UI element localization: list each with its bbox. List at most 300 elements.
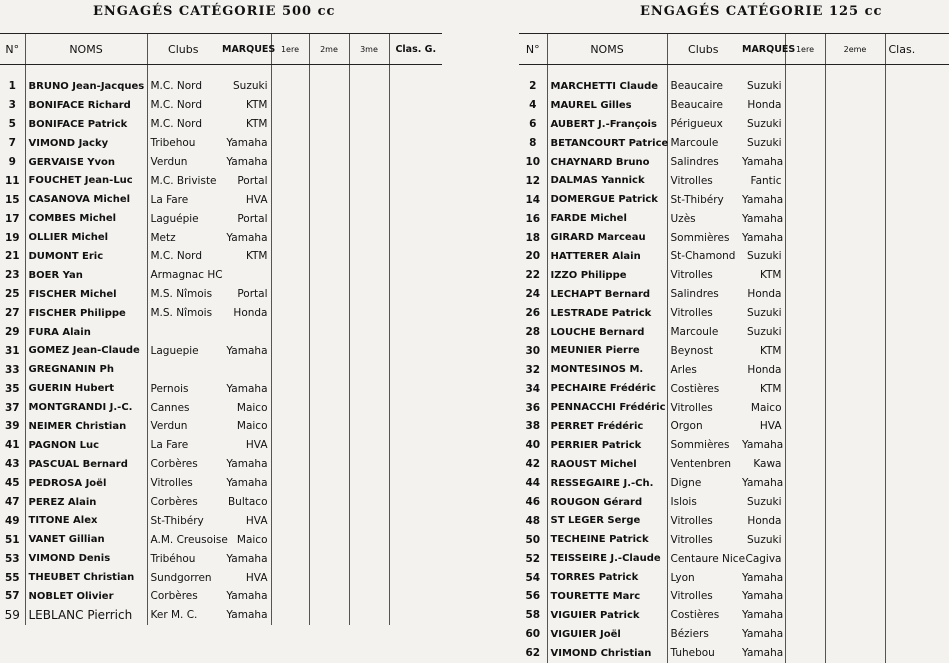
- brand-name: Kawa: [753, 458, 782, 471]
- result-cell: [271, 398, 309, 417]
- result-cell: [389, 171, 442, 190]
- result-cell: [309, 285, 349, 304]
- rider-name: MAUREL Gilles: [547, 96, 667, 115]
- result-cell: [271, 171, 309, 190]
- result-cell: [885, 511, 949, 530]
- table-row: [519, 644, 949, 663]
- entry-number: 59: [4, 608, 20, 623]
- brand-name: HVA: [245, 571, 268, 584]
- result-cell: [349, 379, 389, 398]
- club-name: La Fare: [147, 190, 219, 209]
- entry-number: 25: [4, 288, 20, 301]
- brand-name: Suzuki: [747, 250, 782, 263]
- result-cell: [785, 474, 825, 493]
- club-name: Laguépie: [147, 209, 219, 228]
- rider-name: DUMONT Eric: [25, 247, 147, 266]
- club-name: Vitrolles: [147, 474, 219, 493]
- result-cell: [389, 568, 442, 587]
- entry-number: 51: [4, 533, 20, 546]
- result-cell: [309, 493, 349, 512]
- brand-name: Honda: [747, 99, 782, 112]
- title-500cc: ENGAGÉS CATÉGORIE 500 cc: [93, 4, 336, 19]
- result-cell: [825, 398, 885, 417]
- entry-number: 43: [4, 458, 20, 471]
- result-cell: [825, 247, 885, 266]
- table-row: [519, 153, 949, 172]
- entry-number: 52: [525, 552, 541, 565]
- result-cell: [349, 323, 389, 342]
- brand-name: Suzuki: [233, 80, 268, 93]
- table-row: [519, 171, 949, 190]
- entry-number: 39: [4, 420, 20, 433]
- result-cell: [309, 209, 349, 228]
- result-cell: [349, 398, 389, 417]
- result-cell: [309, 474, 349, 493]
- rider-name: VIMOND Christian: [547, 644, 667, 663]
- brand-name: Yamaha: [226, 344, 268, 357]
- brand-name: HVA: [245, 439, 268, 452]
- result-cell: [271, 511, 309, 530]
- result-cell: [309, 587, 349, 606]
- table-row: [0, 153, 442, 172]
- entry-number: 55: [4, 571, 20, 584]
- result-cell: [825, 285, 885, 304]
- club-name: Tribehou: [147, 134, 219, 153]
- brand-name: Yamaha: [226, 382, 268, 395]
- result-cell: [885, 379, 949, 398]
- result-cell: [309, 606, 349, 625]
- club-name: St-Chamond: [667, 247, 739, 266]
- club-name: M.C. Nord: [147, 247, 219, 266]
- entry-number: 30: [525, 344, 541, 357]
- brand-name: HVA: [759, 420, 782, 433]
- result-cell: [389, 96, 442, 115]
- result-cell: [389, 190, 442, 209]
- entry-number: 22: [525, 269, 541, 282]
- table-row: [0, 417, 442, 436]
- result-cell: [389, 436, 442, 455]
- rider-name: BOER Yan: [25, 266, 147, 285]
- club-name: Marcoule: [667, 134, 739, 153]
- table-row: [0, 587, 442, 606]
- table-row: [0, 171, 442, 190]
- brand-name: HVA: [245, 193, 268, 206]
- rider-name: GERVAISE Yvon: [25, 153, 147, 172]
- table-row: [519, 474, 949, 493]
- result-cell: [785, 323, 825, 342]
- result-cell: [825, 323, 885, 342]
- brand-name: KTM: [759, 269, 782, 282]
- result-cell: [389, 247, 442, 266]
- club-name: A.M. Creusoise: [147, 530, 219, 549]
- result-cell: [825, 587, 885, 606]
- brand-name: Portal: [237, 174, 268, 187]
- result-cell: [349, 549, 389, 568]
- entry-number: 58: [525, 609, 541, 622]
- result-cell: [271, 304, 309, 323]
- rider-name: CHAYNARD Bruno: [547, 153, 667, 172]
- result-cell: [349, 96, 389, 115]
- result-cell: [825, 606, 885, 625]
- table-row: [0, 568, 442, 587]
- result-cell: [389, 493, 442, 512]
- brand-name: Yamaha: [742, 212, 784, 225]
- result-cell: [885, 644, 949, 663]
- header-noms: NOMS: [25, 34, 147, 65]
- table-row: [519, 587, 949, 606]
- result-cell: [389, 417, 442, 436]
- entry-number: 45: [4, 477, 20, 490]
- result-cell: [389, 115, 442, 134]
- rider-name: FISCHER Michel: [25, 285, 147, 304]
- table-row: [519, 417, 949, 436]
- result-cell: [389, 474, 442, 493]
- table-row: [519, 190, 949, 209]
- result-cell: [271, 228, 309, 247]
- result-cell: [825, 153, 885, 172]
- entry-number: 37: [4, 401, 20, 414]
- result-cell: [271, 323, 309, 342]
- result-cell: [271, 360, 309, 379]
- result-cell: [271, 77, 309, 96]
- table-row: [0, 77, 442, 96]
- brand-name: Honda: [747, 514, 782, 527]
- entry-number: 1: [8, 80, 16, 93]
- result-cell: [825, 568, 885, 587]
- club-name: Arles: [667, 360, 739, 379]
- brand-name: Yamaha: [226, 231, 268, 244]
- table-row: [0, 115, 442, 134]
- rider-name: FURA Alain: [25, 323, 147, 342]
- table-row: [0, 360, 442, 379]
- table-row: [519, 493, 949, 512]
- result-cell: [785, 77, 825, 96]
- rider-name: PERRET Frédéric: [547, 417, 667, 436]
- club-name: St-Thibéry: [667, 190, 739, 209]
- rider-name: TORRES Patrick: [547, 568, 667, 587]
- result-cell: [271, 285, 309, 304]
- entry-number: 4: [529, 99, 537, 112]
- result-cell: [309, 228, 349, 247]
- result-cell: [349, 360, 389, 379]
- table-row: [519, 323, 949, 342]
- club-name: Sundgorren: [147, 568, 219, 587]
- table-row: [519, 360, 949, 379]
- brand-name: Suzuki: [747, 496, 782, 509]
- club-name: [147, 323, 219, 342]
- result-cell: [271, 587, 309, 606]
- result-cell: [349, 587, 389, 606]
- table-row: [0, 134, 442, 153]
- result-cell: [309, 530, 349, 549]
- rider-name: THEUBET Christian: [25, 568, 147, 587]
- brand-name: Portal: [237, 212, 268, 225]
- result-cell: [825, 455, 885, 474]
- result-cell: [271, 190, 309, 209]
- result-cell: [825, 171, 885, 190]
- result-cell: [885, 436, 949, 455]
- rider-name: TECHEINE Patrick: [547, 530, 667, 549]
- entry-number: 26: [525, 307, 541, 320]
- result-cell: [309, 171, 349, 190]
- club-name: M.C. Nord: [147, 115, 219, 134]
- brand-name: Suzuki: [747, 307, 782, 320]
- rider-name: MONTESINOS M.: [547, 360, 667, 379]
- rider-name: TITONE Alex: [25, 511, 147, 530]
- club-name: Salindres: [667, 285, 739, 304]
- result-cell: [885, 474, 949, 493]
- rider-name: TOURETTE Marc: [547, 587, 667, 606]
- brand-name: Yamaha: [742, 439, 784, 452]
- rider-name: TEISSEIRE J.-Claude: [547, 549, 667, 568]
- result-cell: [271, 266, 309, 285]
- result-cell: [271, 153, 309, 172]
- result-cell: [825, 77, 885, 96]
- result-cell: [825, 209, 885, 228]
- brand-name: [219, 266, 271, 285]
- result-cell: [885, 493, 949, 512]
- club-name: Beaucaire: [667, 77, 739, 96]
- rider-name: ROUGON Gérard: [547, 493, 667, 512]
- rider-name: BETANCOURT Patrice: [547, 134, 667, 153]
- result-cell: [271, 134, 309, 153]
- header-second: 2me: [309, 34, 349, 65]
- result-cell: [885, 606, 949, 625]
- rider-name: MARCHETTI Claude: [547, 77, 667, 96]
- result-cell: [885, 530, 949, 549]
- entry-number: 36: [525, 401, 541, 414]
- entry-number: 17: [4, 212, 20, 225]
- result-cell: [271, 436, 309, 455]
- result-cell: [349, 568, 389, 587]
- result-cell: [349, 417, 389, 436]
- result-cell: [785, 209, 825, 228]
- result-cell: [349, 436, 389, 455]
- rider-name: GREGNANIN Ph: [25, 360, 147, 379]
- brand-name: Maico: [750, 401, 782, 414]
- table-row: [0, 493, 442, 512]
- result-cell: [785, 644, 825, 663]
- club-name: Digne: [667, 474, 739, 493]
- result-cell: [825, 190, 885, 209]
- table-row: [519, 511, 949, 530]
- club-name: Metz: [147, 228, 219, 247]
- brand-name: Yamaha: [226, 590, 268, 603]
- header-noms: NOMS: [547, 34, 667, 65]
- result-cell: [309, 96, 349, 115]
- table-row: [0, 436, 442, 455]
- result-cell: [349, 134, 389, 153]
- brand-name: Yamaha: [226, 552, 268, 565]
- entry-number: 3: [8, 99, 16, 112]
- header-no: N°: [0, 34, 25, 65]
- result-cell: [785, 360, 825, 379]
- rider-name: MONTGRANDI J.-C.: [25, 398, 147, 417]
- brand-name: Suzuki: [747, 80, 782, 93]
- result-cell: [349, 209, 389, 228]
- result-cell: [271, 379, 309, 398]
- brand-name: Bultaco: [227, 496, 268, 509]
- table-row: [519, 77, 949, 96]
- club-name: La Fare: [147, 436, 219, 455]
- brand-name: Honda: [747, 288, 782, 301]
- rider-name: NEIMER Christian: [25, 417, 147, 436]
- rider-name: HATTERER Alain: [547, 247, 667, 266]
- result-cell: [271, 341, 309, 360]
- result-cell: [885, 323, 949, 342]
- rider-name: CASANOVA Michel: [25, 190, 147, 209]
- brand-name: Yamaha: [226, 458, 268, 471]
- table-500cc: [0, 33, 442, 625]
- result-cell: [825, 266, 885, 285]
- result-cell: [271, 209, 309, 228]
- rider-name: LECHAPT Bernard: [547, 285, 667, 304]
- result-cell: [309, 379, 349, 398]
- table-row: [519, 625, 949, 644]
- table-row: [519, 228, 949, 247]
- result-cell: [349, 285, 389, 304]
- entry-number: 10: [525, 156, 541, 168]
- result-cell: [785, 398, 825, 417]
- entry-number: 47: [4, 496, 20, 509]
- result-cell: [389, 379, 442, 398]
- result-cell: [389, 285, 442, 304]
- result-cell: [885, 587, 949, 606]
- result-cell: [349, 190, 389, 209]
- table-row: [519, 134, 949, 153]
- table-row: [519, 436, 949, 455]
- result-cell: [271, 493, 309, 512]
- result-cell: [309, 549, 349, 568]
- result-cell: [389, 134, 442, 153]
- table-row: [0, 247, 442, 266]
- result-cell: [785, 379, 825, 398]
- entry-number: 27: [4, 307, 20, 320]
- spacer-row: [519, 65, 949, 78]
- result-cell: [885, 568, 949, 587]
- entry-number: 28: [525, 326, 541, 339]
- club-name: Vitrolles: [667, 398, 739, 417]
- table-row: [519, 266, 949, 285]
- header-first: 1ere: [785, 34, 825, 65]
- rider-name: GOMEZ Jean-Claude: [25, 341, 147, 360]
- entry-number: 21: [4, 250, 20, 263]
- club-name: Verdun: [147, 417, 219, 436]
- table-row: [0, 304, 442, 323]
- entry-number: 16: [525, 212, 541, 225]
- club-name: Costières: [667, 606, 739, 625]
- club-name: M.S. Nîmois: [147, 304, 219, 323]
- brand-name: Yamaha: [742, 590, 784, 603]
- table-row: [0, 228, 442, 247]
- result-cell: [885, 96, 949, 115]
- rider-name: NOBLET Olivier: [25, 587, 147, 606]
- rider-name: PENNACCHI Frédéric: [547, 398, 667, 417]
- result-cell: [389, 360, 442, 379]
- result-cell: [309, 417, 349, 436]
- rider-name: VIMOND Denis: [25, 549, 147, 568]
- rider-name: FARDE Michel: [547, 209, 667, 228]
- club-name: Ker M. C.: [147, 606, 219, 625]
- result-cell: [825, 530, 885, 549]
- table-row: [519, 304, 949, 323]
- rider-name: GIRARD Marceau: [547, 228, 667, 247]
- result-cell: [885, 153, 949, 172]
- club-name: Laguepie: [147, 341, 219, 360]
- brand-name: [219, 360, 271, 379]
- rider-name: VIGUIER Joël: [547, 625, 667, 644]
- brand-name: Yamaha: [742, 609, 784, 622]
- entry-number: 31: [4, 344, 20, 357]
- brand-name: HVA: [245, 514, 268, 527]
- club-name: Verdun: [147, 153, 219, 172]
- rider-name: FOUCHET Jean-Luc: [25, 171, 147, 190]
- entry-number: 50: [525, 533, 541, 546]
- header-first: 1ere: [271, 34, 309, 65]
- entry-number: 15: [4, 193, 20, 206]
- entry-number: 11: [4, 174, 20, 187]
- rider-name: RESSEGAIRE J.-Ch.: [547, 474, 667, 493]
- result-cell: [785, 549, 825, 568]
- rider-name: DOMERGUE Patrick: [547, 190, 667, 209]
- result-cell: [389, 228, 442, 247]
- result-cell: [885, 455, 949, 474]
- result-cell: [785, 266, 825, 285]
- entry-number: 5: [8, 118, 16, 131]
- result-cell: [885, 549, 949, 568]
- rider-name: LESTRADE Patrick: [547, 304, 667, 323]
- entry-number: 56: [525, 590, 541, 603]
- result-cell: [309, 436, 349, 455]
- club-name: Islois: [667, 493, 739, 512]
- club-name: Vitrolles: [667, 587, 739, 606]
- result-cell: [785, 304, 825, 323]
- result-cell: [271, 568, 309, 587]
- header-clas: Clas. G.: [389, 34, 442, 65]
- club-name: Vitrolles: [667, 304, 739, 323]
- brand-name: Yamaha: [226, 477, 268, 490]
- entry-number: 41: [4, 439, 20, 452]
- entry-number: 23: [4, 269, 20, 282]
- result-cell: [885, 190, 949, 209]
- entry-number: 62: [525, 647, 541, 660]
- entry-number: 19: [4, 231, 20, 244]
- rider-name: BONIFACE Patrick: [25, 115, 147, 134]
- club-name: Tribéhou: [147, 549, 219, 568]
- result-cell: [271, 115, 309, 134]
- spacer-row: [0, 65, 442, 78]
- result-cell: [885, 247, 949, 266]
- result-cell: [271, 247, 309, 266]
- result-cell: [885, 625, 949, 644]
- table-row: [519, 455, 949, 474]
- brand-name: Maico: [236, 533, 268, 546]
- result-cell: [825, 644, 885, 663]
- entry-number: 35: [4, 382, 20, 395]
- table-row: [519, 209, 949, 228]
- header-row: [519, 34, 949, 65]
- club-name: Corbères: [147, 493, 219, 512]
- result-cell: [389, 398, 442, 417]
- club-name: [147, 360, 219, 379]
- club-name: Armagnac HC: [147, 266, 219, 285]
- brand-name: Maico: [236, 401, 268, 414]
- brand-name: Maico: [236, 420, 268, 433]
- result-cell: [785, 530, 825, 549]
- header-marques: MARQUES: [219, 34, 271, 65]
- table-row: [0, 474, 442, 493]
- result-cell: [349, 171, 389, 190]
